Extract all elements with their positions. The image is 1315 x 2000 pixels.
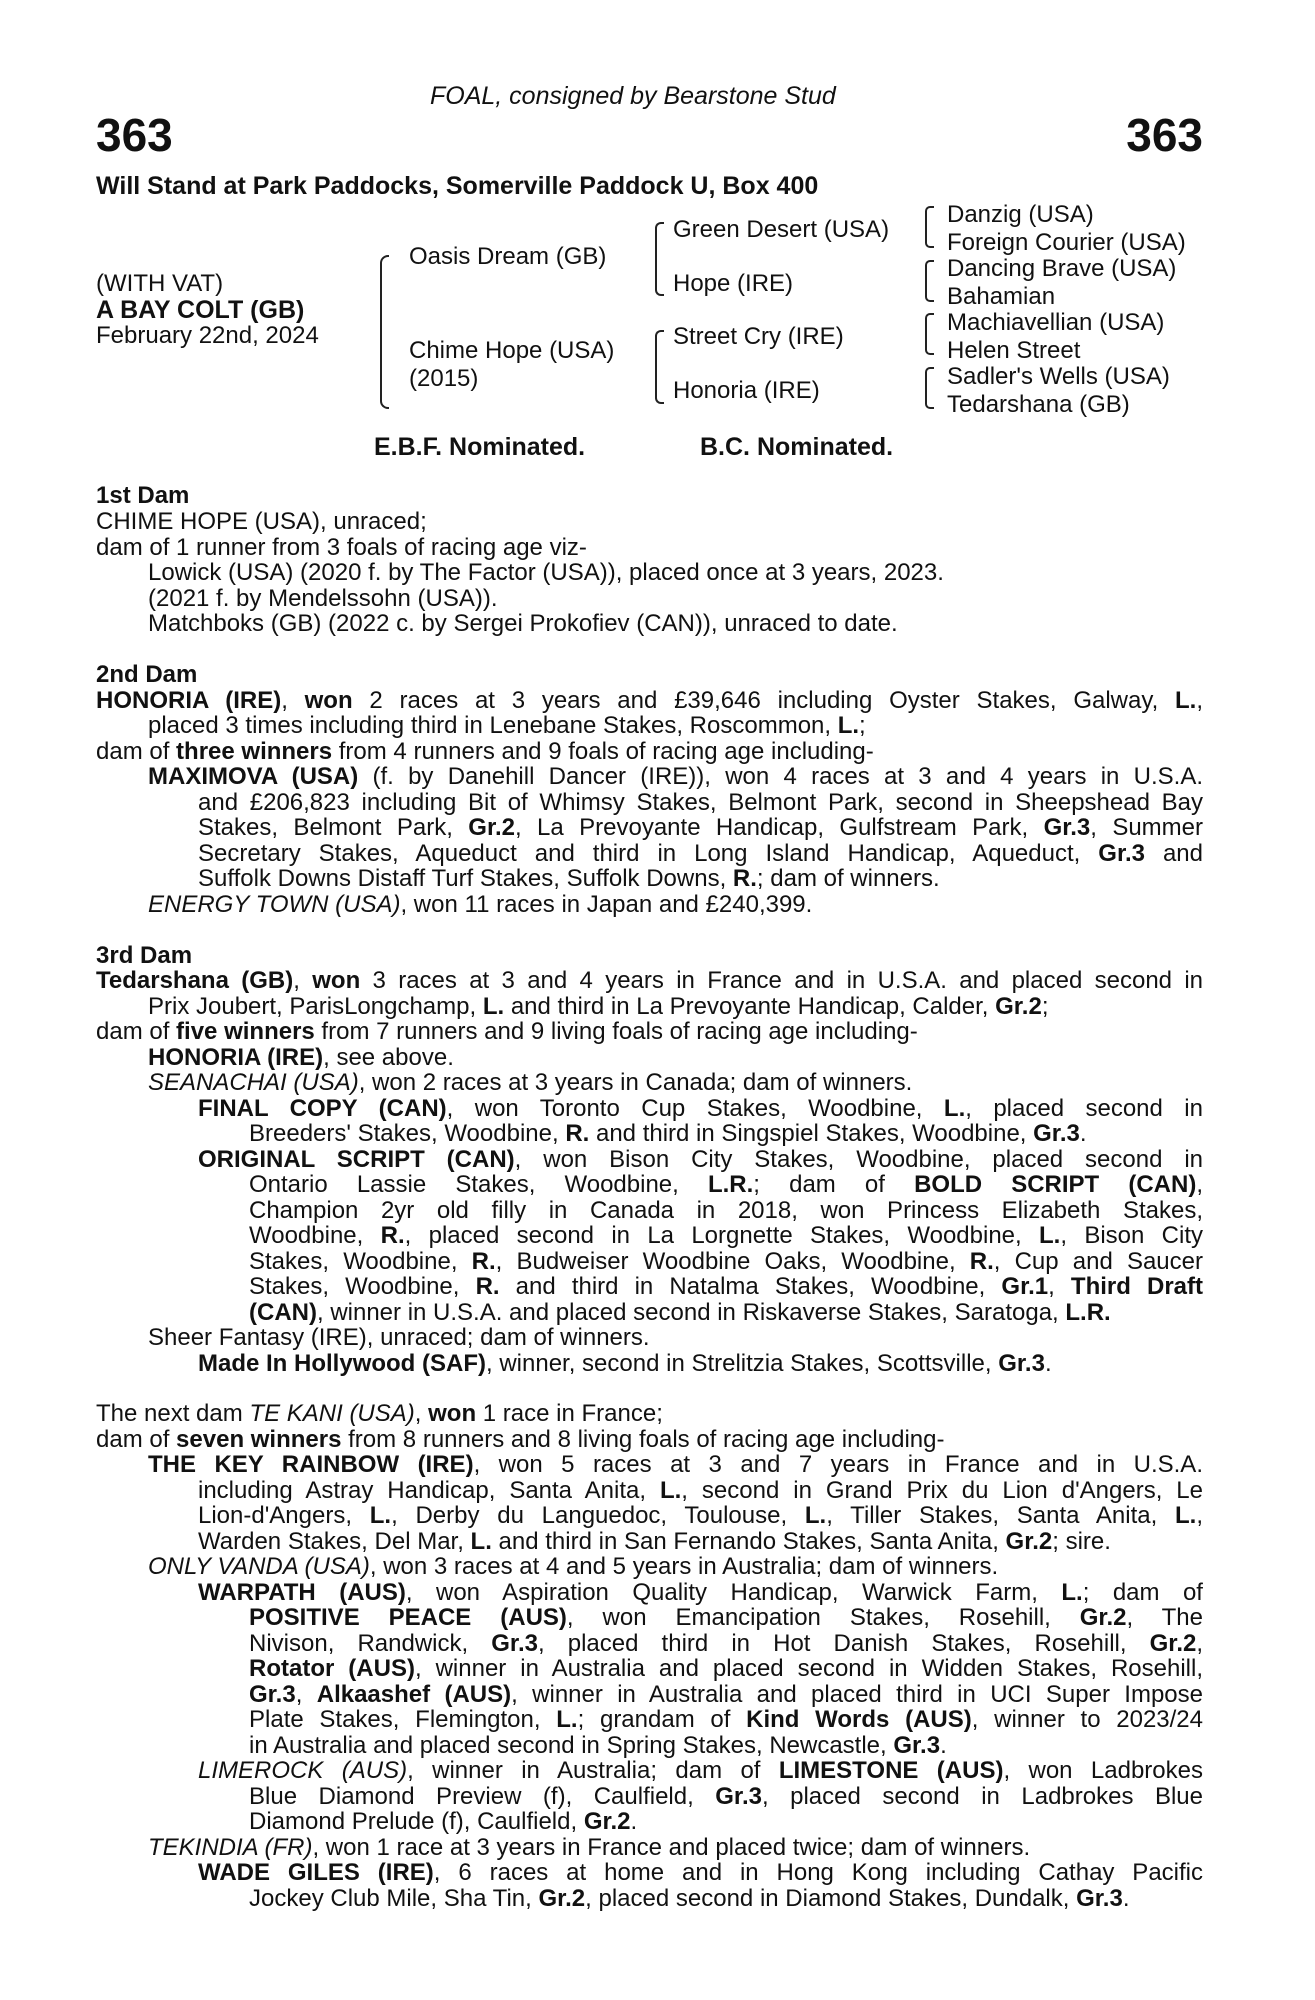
next-line: Warden Stakes, Del Mar, L. and third in San Fernando Stakes, Santa Anita, Gr.2; sire. — [198, 1528, 1111, 1555]
lot-number-right: 363 — [1126, 109, 1203, 161]
horse-name: A BAY COLT (GB) — [96, 296, 305, 324]
sire-brace — [655, 222, 664, 296]
consignor-line: FOAL, consigned by Bearstone Stud — [430, 82, 836, 110]
next-line: POSITIVE PEACE (AUS), won Emancipation Stakes, Rosehill, Gr.2, The — [249, 1604, 1203, 1631]
next-line: including Astray Handicap, Santa Anita, L., second in Grand Prix du Lion d'Angers, Le — [198, 1477, 1203, 1504]
next-line: Rotator (AUS), winner in Australia and placed second in Widden Stakes, Rosehill, — [249, 1655, 1203, 1682]
ped-ssd: Foreign Courier (USA) — [947, 229, 1186, 256]
ped-dsd: Helen Street — [947, 337, 1081, 364]
ebf-nomination: E.B.F. Nominated. — [374, 433, 586, 461]
dam2-line: Secretary Stakes, Aqueduct and third in Long Island Handicap, Aqueduct, Gr.3 and — [198, 840, 1204, 867]
dam3-line: HONORIA (IRE), see above. — [148, 1044, 454, 1071]
dam1-line: dam of 1 runner from 3 foals of racing age viz- — [96, 534, 587, 561]
dam2-line: HONORIA (IRE), won 2 races at 3 years and £39,646 including Oyster Stakes, Galway, L., — [96, 687, 1204, 714]
sire-dam-brace — [380, 255, 389, 409]
brace-ss — [925, 206, 934, 248]
dam3-line: Sheer Fantasy (IRE), unraced; dam of winners. — [148, 1324, 650, 1351]
dam3-line: Ontario Lassie Stakes, Woodbine, L.R.; dam of BOLD SCRIPT (CAN), — [249, 1171, 1204, 1198]
dam3-line: Breeders' Stakes, Woodbine, R. and third in Singspiel Stakes, Woodbine, Gr.3. — [249, 1120, 1087, 1147]
ped-dss: Machiavellian (USA) — [947, 309, 1165, 336]
dam3-line: Woodbine, R., placed second in La Lorgnette Stakes, Woodbine, L., Bison City — [249, 1222, 1203, 1249]
ped-sire: Oasis Dream (GB) — [409, 243, 607, 270]
dam2-line: Suffolk Downs Distaff Turf Stakes, Suffolk Downs, R.; dam of winners. — [198, 865, 940, 892]
next-line: Jockey Club Mile, Sha Tin, Gr.2, placed second in Diamond Stakes, Dundalk, Gr.3. — [249, 1885, 1130, 1912]
brace-dd — [925, 367, 934, 409]
next-line: LIMEROCK (AUS), winner in Australia; dam of LIMESTONE (AUS), won Ladbrokes — [198, 1757, 1203, 1784]
dam3-line: ORIGINAL SCRIPT (CAN), won Bison City Stakes, Woodbine, placed second in — [198, 1146, 1204, 1173]
dam3-line: Made In Hollywood (SAF), winner, second in Strelitzia Stakes, Scottsville, Gr.3. — [198, 1350, 1052, 1377]
dam2-line: MAXIMOVA (USA) (f. by Danehill Dancer (IRE)), won 4 races at 3 and 4 years in U.S.A. — [148, 763, 1204, 790]
section-heading: 3rd Dam — [96, 942, 193, 969]
ped-ss: Green Desert (USA) — [673, 216, 890, 243]
dam2-line: placed 3 times including third in Lenebane Stakes, Roscommon, L.; — [148, 712, 866, 739]
next-line: in Australia and placed second in Spring Stakes, Newcastle, Gr.3. — [249, 1732, 947, 1759]
dam1-line: Matchboks (GB) (2022 c. by Sergei Prokofiev (CAN)), unraced to date. — [148, 610, 898, 637]
ped-sds: Dancing Brave (USA) — [947, 255, 1177, 282]
section-heading: 2nd Dam — [96, 661, 198, 688]
next-line: Nivison, Randwick, Gr.3, placed third in Hot Danish Stakes, Rosehill, Gr.2, — [249, 1630, 1204, 1657]
vat-note: (WITH VAT) — [96, 270, 224, 297]
next-line: dam of seven winners from 8 runners and 8 living foals of racing age including- — [96, 1426, 945, 1453]
next-line: Lion-d'Angers, L., Derby du Languedoc, Toulouse, L., Tiller Stakes, Santa Anita, L., — [198, 1502, 1203, 1529]
dam3-line: Prix Joubert, ParisLongchamp, L. and third in La Prevoyante Handicap, Calder, Gr.2; — [148, 993, 1049, 1020]
dam2-line: and £206,823 including Bit of Whimsy Stakes, Belmont Park, second in Sheepshead Bay — [198, 789, 1203, 816]
dam2-line: dam of three winners from 4 runners and 9 foals of racing age including- — [96, 738, 874, 765]
ped-sss: Danzig (USA) — [947, 201, 1094, 228]
next-line: Plate Stakes, Flemington, L.; grandam of Kind Words (AUS), winner to 2023/24 — [249, 1706, 1204, 1733]
dam1-line: (2021 f. by Mendelssohn (USA)). — [148, 585, 498, 612]
ped-dam-year: (2015) — [409, 365, 479, 392]
section-heading: 1st Dam — [96, 482, 190, 509]
next-line: Diamond Prelude (f), Caulfield, Gr.2. — [249, 1808, 638, 1835]
dam3-line: Champion 2yr old filly in Canada in 2018, won Princess Elizabeth Stakes, — [249, 1197, 1203, 1224]
next-line: Blue Diamond Preview (f), Caulfield, Gr.3, placed second in Ladbrokes Blue — [249, 1783, 1203, 1810]
dam3-line: Stakes, Woodbine, R., Budweiser Woodbine Oaks, Woodbine, R., Cup and Saucer — [249, 1248, 1203, 1275]
dam1-line: CHIME HOPE (USA), unraced; — [96, 508, 427, 535]
next-line: WADE GILES (IRE), 6 races at home and in Hong Kong including Cathay Pacific — [198, 1859, 1203, 1886]
next-line: Gr.3, Alkaashef (AUS), winner in Australia and placed third in UCI Super Impose — [249, 1681, 1203, 1708]
dam3-line: dam of five winners from 7 runners and 9 living foals of racing age including- — [96, 1018, 918, 1045]
next-line: The next dam TE KANI (USA), won 1 race in France; — [96, 1400, 663, 1427]
lot-number-left: 363 — [96, 109, 173, 161]
brace-ds — [925, 313, 934, 355]
next-line: WARPATH (AUS), won Aspiration Quality Handicap, Warwick Farm, L.; dam of — [198, 1579, 1203, 1606]
dam3-line: Tedarshana (GB), won 3 races at 3 and 4 years in France and in U.S.A. and placed second in — [96, 967, 1204, 994]
ped-ddd: Tedarshana (GB) — [947, 391, 1130, 418]
horse-dob: February 22nd, 2024 — [96, 322, 319, 349]
ped-ds: Street Cry (IRE) — [673, 323, 844, 350]
dam3-line: Stakes, Woodbine, R. and third in Natalma Stakes, Woodbine, Gr.1, Third Draft — [249, 1273, 1204, 1300]
ped-sd: Hope (IRE) — [673, 270, 794, 297]
brace-sd — [925, 260, 934, 302]
ped-dds: Sadler's Wells (USA) — [947, 363, 1170, 390]
dam2-line: ENERGY TOWN (USA), won 11 races in Japan and £240,399. — [148, 891, 813, 918]
dam1-line: Lowick (USA) (2020 f. by The Factor (USA)), placed once at 3 years, 2023. — [148, 559, 944, 586]
ped-sdd: Bahamian — [947, 283, 1056, 310]
dam3-line: FINAL COPY (CAN), won Toronto Cup Stakes, Woodbine, L., placed second in — [198, 1095, 1203, 1122]
ped-dd: Honoria (IRE) — [673, 377, 820, 404]
bc-nomination: B.C. Nominated. — [700, 433, 894, 461]
ped-dam: Chime Hope (USA) — [409, 337, 615, 364]
dam-brace — [655, 330, 664, 404]
next-line: TEKINDIA (FR), won 1 race at 3 years in France and placed twice; dam of winners. — [148, 1834, 1031, 1861]
dam3-line: (CAN), winner in U.S.A. and placed second in Riskaverse Stakes, Saratoga, L.R. — [249, 1299, 1111, 1326]
dam2-line: Stakes, Belmont Park, Gr.2, La Prevoyante Handicap, Gulfstream Park, Gr.3, Summer — [198, 814, 1204, 841]
dam3-line: SEANACHAI (USA), won 2 races at 3 years in Canada; dam of winners. — [148, 1069, 913, 1096]
next-line: THE KEY RAINBOW (IRE), won 5 races at 3 and 7 years in France and in U.S.A. — [148, 1451, 1203, 1478]
next-line: ONLY VANDA (USA), won 3 races at 4 and 5 years in Australia; dam of winners. — [148, 1553, 999, 1580]
stand-location: Will Stand at Park Paddocks, Somerville Paddock U, Box 400 — [96, 172, 819, 200]
